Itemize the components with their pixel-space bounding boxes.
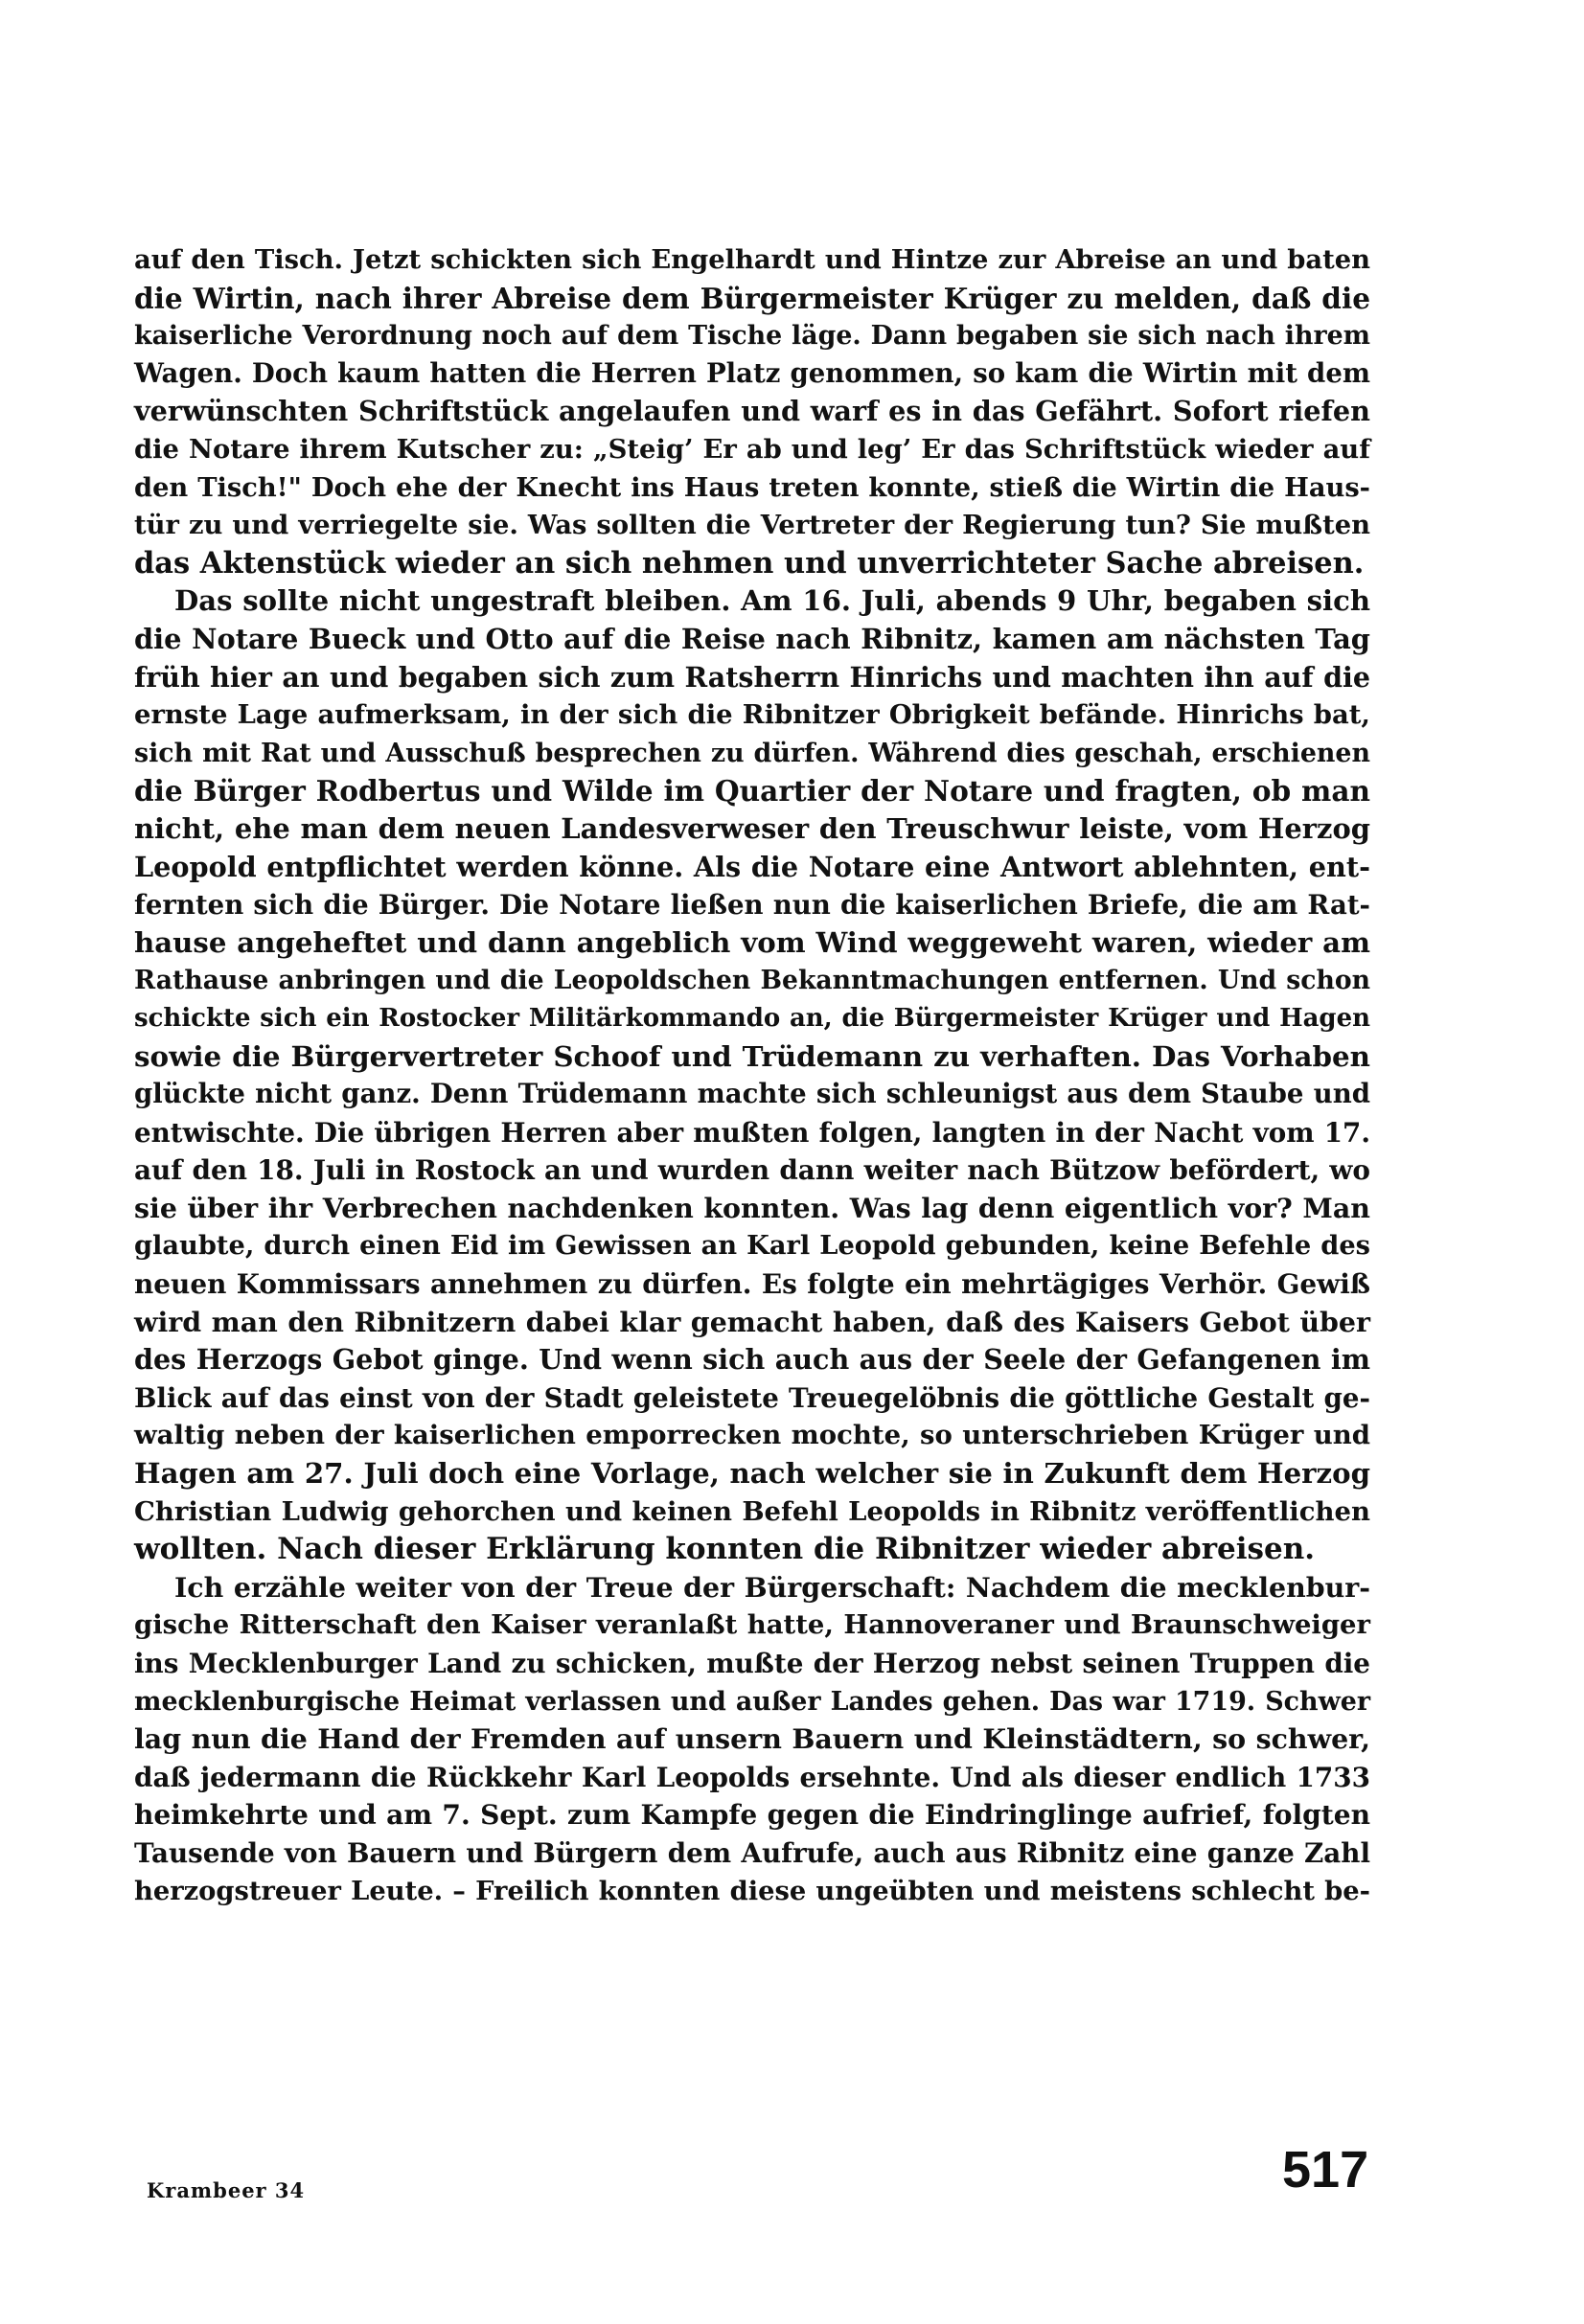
text-line: verwünschten Schriftstück angelaufen und warf es in das Gefährt. Sofort riefen xyxy=(134,395,1370,428)
text-line: Christian Ludwig gehorchen und keinen Befehl Leopolds in Ribnitz veröffentlichen xyxy=(134,1495,1370,1527)
text-line: das Aktenstück wieder an sich nehmen und unverrichteter Sache abreisen. xyxy=(134,545,1365,581)
text-line: lag nun die Hand der Fremden auf unsern Bauern und Kleinstädtern, so schwer, xyxy=(134,1722,1370,1756)
text-line: mecklenburgische Heimat verlassen und außer Landes gehen. Das war 1719. Schwer xyxy=(134,1686,1370,1717)
text-line: sich mit Rat und Ausschuß besprechen zu dürfen. Während dies geschah, erschienen xyxy=(134,738,1370,768)
text-line: Hagen am 27. Juli doch eine Vorlage, nach welcher sie in Zukunft dem Herzog xyxy=(134,1457,1370,1490)
text-line: sowie die Bürgervertreter Schoof und Trüdemann zu verhaften. Das Vorhaben xyxy=(134,1039,1370,1074)
text-line: gische Ritterschaft den Kaiser veranlaßt hatte, Hannoveraner und Braunschweiger xyxy=(134,1609,1370,1641)
body-text xyxy=(134,241,1370,1910)
text-line: ins Mecklenburger Land zu schicken, mußte der Herzog nebst seinen Truppen die xyxy=(134,1647,1370,1679)
text-line: Tausende von Bauern und Bürgern dem Aufrufe, auch aus Ribnitz eine ganze Zahl xyxy=(134,1836,1370,1869)
text-line: auf den 18. Juli in Rostock an und wurden dann weiter nach Bützow befördert, wo xyxy=(134,1154,1370,1187)
text-line: sie über ihr Verbrechen nachdenken konnten. Was lag denn eigentlich vor? Man xyxy=(134,1191,1370,1224)
text-line: auf den Tisch. Jetzt schickten sich Engelhardt und Hintze zur Abreise an und baten xyxy=(134,244,1370,275)
text-line: herzogstreuer Leute. – Freilich konnten diese ungeübten und meistens schlecht be- xyxy=(134,1875,1370,1906)
text-line: Blick auf das einst von der Stadt geleistete Treuegelöbnis die göttliche Gestalt ge- xyxy=(134,1381,1370,1414)
text-line: Leopold entpflichtet werden könne. Als die Notare eine Antwort ablehnten, ent- xyxy=(134,850,1370,883)
text-line: Ich erzähle weiter von der Treue der Bürgerschaft: Nachdem die mecklenbur- xyxy=(174,1570,1370,1604)
text-line: wird man den Ribnitzern dabei klar gemacht haben, daß des Kaisers Gebot über xyxy=(134,1305,1370,1338)
text-line: des Herzogs Gebot ginge. Und wenn sich auch aus der Seele der Gefangenen im xyxy=(134,1343,1370,1377)
text-line: früh hier an und begaben sich zum Ratsherrn Hinrichs und machten ihn auf die xyxy=(134,660,1370,694)
text-line: wollten. Nach dieser Erklärung konnten die Ribnitzer wieder abreisen. xyxy=(134,1532,1316,1567)
printer-signature: Krambeer 34 xyxy=(147,2178,306,2202)
text-line: glückte nicht ganz. Denn Trüdemann machte sich schleunigst aus dem Staube und xyxy=(134,1079,1370,1110)
text-line: ernste Lage aufmerksam, in der sich die Ribnitzer Obrigkeit befände. Hinrichs bat, xyxy=(134,699,1370,731)
text-line: heimkehrte und am 7. Sept. zum Kampfe gegen die Eindringlinge aufrief, folgten xyxy=(134,1799,1370,1832)
text-line: die Wirtin, nach ihrer Abreise dem Bürgermeister Krüger zu melden, daß die xyxy=(134,281,1370,315)
text-line: kaiserliche Verordnung noch auf dem Tische läge. Dann begaben sie sich nach ihrem xyxy=(134,321,1370,352)
text-line: schickte sich ein Rostocker Militärkommando an, die Bürgermeister Krüger und Hagen xyxy=(134,1003,1370,1033)
text-line: Das sollte nicht ungestraft bleiben. Am 16. Juli, abends 9 Uhr, begaben sich xyxy=(174,584,1370,618)
text-line: fernten sich die Bürger. Die Notare ließen nun die kaiserlichen Briefe, die am Rat- xyxy=(134,889,1370,922)
text-line: die Notare ihrem Kutscher zu: „Steig’ Er ab und leg’ Er das Schriftstück wieder auf xyxy=(134,433,1370,465)
text-line: den Tisch!" Doch ehe der Knecht ins Haus treten konnte, stieß die Wirtin die Haus- xyxy=(134,471,1370,503)
text-line: neuen Kommissars annehmen zu dürfen. Es folgte ein mehrtägiges Verhör. Gewiß xyxy=(134,1268,1370,1301)
text-line: glaubte, durch einen Eid im Gewissen an Karl Leopold gebunden, keine Befehle des xyxy=(134,1230,1370,1262)
text-line: die Bürger Rodbertus und Wilde im Quartier der Notare und fragten, ob man xyxy=(134,774,1370,809)
page-number: 517 xyxy=(1282,2141,1369,2199)
text-line: tür zu und verriegelte sie. Was sollten die Vertreter der Regierung tun? Sie mußten xyxy=(134,510,1370,541)
text-line: nicht, ehe man dem neuen Landesverweser den Treuschwur leiste, vom Herzog xyxy=(134,811,1370,845)
text-line: hause angeheftet und dann angeblich vom Wind weggeweht waren, wieder am xyxy=(134,925,1370,959)
text-line: waltig neben der kaiserlichen emporrecken mochte, so unterschrieben Krüger und xyxy=(134,1420,1370,1451)
text-line: die Notare Bueck und Otto auf die Reise nach Ribnitz, kamen am nächsten Tag xyxy=(134,622,1370,655)
text-line: entwischte. Die übrigen Herren aber mußten folgen, langten in der Nacht vom 17. xyxy=(134,1116,1370,1149)
text-line: Rathause anbringen und die Leopoldschen Bekanntmachungen entfernen. Und schon xyxy=(134,966,1370,996)
text-line: daß jedermann die Rückkehr Karl Leopolds ersehnte. Und als dieser endlich 1733 xyxy=(134,1761,1370,1793)
text-line: Wagen. Doch kaum hatten die Herren Platz genommen, so kam die Wirtin mit dem xyxy=(134,357,1370,389)
